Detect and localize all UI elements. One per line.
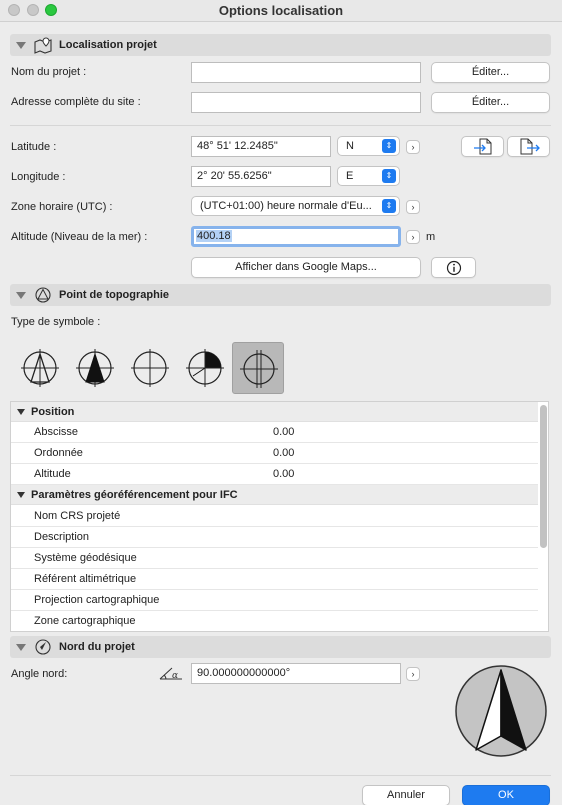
info-button[interactable]	[431, 257, 476, 278]
section-nord-du-projet[interactable]	[10, 636, 551, 658]
row-value[interactable]: 0.00	[273, 468, 295, 480]
window-title: Options localisation	[218, 3, 344, 18]
survey-symbol-quadrant-icon	[179, 342, 231, 394]
table-row[interactable]	[11, 590, 538, 611]
edit-project-name-button[interactable]: Éditer...	[431, 62, 550, 83]
compass-icon	[33, 638, 53, 656]
select-chevron-icon: ⇕	[382, 169, 396, 183]
altitude-arrow-button[interactable]: ›	[406, 230, 420, 244]
longitude-direction-value: E	[346, 170, 354, 182]
map-pin-icon	[33, 36, 53, 54]
properties-table[interactable]	[10, 401, 549, 632]
north-angle-label: Angle nord:	[11, 668, 68, 680]
table-row[interactable]	[11, 506, 538, 527]
angle-alpha-icon	[158, 666, 186, 685]
section-title: Point de topographie	[59, 289, 169, 301]
row-name: Description	[34, 531, 90, 543]
group-ifc-georeferencing[interactable]	[11, 485, 538, 505]
group-label: Position	[31, 406, 75, 418]
latitude-arrow-button[interactable]: ›	[406, 140, 420, 154]
select-chevron-icon: ⇕	[382, 139, 396, 153]
row-name: Référent altimétrique	[34, 573, 137, 585]
divider	[10, 775, 551, 776]
import-file-icon	[472, 138, 494, 155]
expand-triangle-icon[interactable]	[17, 409, 25, 415]
table-row[interactable]	[11, 611, 538, 632]
survey-symbol-triangle-outline-icon	[14, 342, 66, 394]
project-name-field[interactable]	[191, 62, 421, 83]
collapse-triangle-icon[interactable]	[16, 292, 26, 299]
row-name: Projection cartographique	[34, 594, 160, 606]
symbol-option-2[interactable]	[69, 342, 121, 394]
table-row[interactable]	[11, 548, 538, 569]
altitude-label: Altitude (Niveau de la mer) :	[11, 231, 148, 243]
timezone-select[interactable]	[191, 196, 400, 216]
table-row[interactable]	[11, 569, 538, 590]
row-name: Ordonnée	[34, 447, 83, 459]
select-chevron-icon: ⇕	[382, 199, 396, 213]
altitude-unit: m	[426, 231, 436, 243]
export-location-button[interactable]	[507, 136, 550, 157]
section-title: Nord du projet	[59, 641, 135, 653]
divider	[10, 125, 551, 126]
info-icon	[446, 260, 462, 276]
latitude-field[interactable]: 48° 51' 12.2485"	[191, 136, 331, 157]
north-arrow-icon	[454, 664, 548, 758]
table-row[interactable]	[11, 422, 538, 443]
svg-text:α: α	[172, 671, 179, 681]
symbol-option-4[interactable]	[179, 342, 231, 394]
timezone-label: Zone horaire (UTC) :	[11, 201, 113, 213]
section-localisation-projet[interactable]	[10, 34, 551, 56]
table-scrollbar[interactable]	[540, 405, 547, 548]
ok-button[interactable]: OK	[462, 785, 550, 805]
altitude-value: 400.18	[197, 230, 231, 242]
import-location-button[interactable]	[461, 136, 504, 157]
section-point-de-topographie[interactable]	[10, 284, 551, 306]
timezone-arrow-button[interactable]: ›	[406, 200, 420, 214]
survey-symbol-double-line-icon	[233, 343, 285, 395]
table-row[interactable]	[11, 527, 538, 548]
timezone-value: (UTC+01:00) heure normale d'Eu...	[200, 200, 372, 212]
symbol-option-5-selected[interactable]	[232, 342, 284, 394]
project-name-label: Nom du projet :	[11, 66, 87, 78]
site-address-label: Adresse complète du site :	[11, 96, 141, 108]
symbol-type-label: Type de symbole :	[11, 316, 101, 328]
group-position[interactable]	[11, 402, 538, 422]
latitude-label: Latitude :	[11, 141, 57, 153]
survey-point-icon	[33, 286, 53, 304]
survey-symbol-crosshair-icon	[124, 342, 176, 394]
edit-site-address-button[interactable]: Éditer...	[431, 92, 550, 113]
collapse-triangle-icon[interactable]	[16, 42, 26, 49]
row-name: Zone cartographique	[34, 615, 136, 627]
table-row[interactable]	[11, 443, 538, 464]
longitude-field[interactable]: 2° 20' 55.6256"	[191, 166, 331, 187]
google-maps-button[interactable]: Afficher dans Google Maps...	[191, 257, 421, 278]
symbol-option-3[interactable]	[124, 342, 176, 394]
row-name: Abscisse	[34, 426, 79, 438]
cancel-button[interactable]: Annuler	[362, 785, 450, 805]
survey-symbol-triangle-filled-icon	[69, 342, 121, 394]
row-value[interactable]: 0.00	[273, 447, 295, 459]
row-value[interactable]: 0.00	[273, 426, 295, 438]
row-name: Nom CRS projeté	[34, 510, 121, 522]
north-angle-field[interactable]: 90.000000000000°	[191, 663, 401, 684]
group-label: Paramètres géoréférencement pour IFC	[31, 489, 238, 501]
altitude-field[interactable]	[191, 226, 401, 247]
expand-triangle-icon[interactable]	[17, 492, 25, 498]
section-title: Localisation projet	[59, 39, 157, 51]
latitude-direction-value: N	[346, 140, 354, 152]
row-name: Altitude	[34, 468, 71, 480]
row-name: Système géodésique	[34, 552, 137, 564]
north-arrow-preview[interactable]	[454, 664, 548, 761]
export-file-icon	[518, 138, 540, 155]
site-address-field[interactable]	[191, 92, 421, 113]
symbol-option-1[interactable]	[14, 342, 66, 394]
north-angle-arrow-button[interactable]: ›	[406, 667, 420, 681]
longitude-label: Longitude :	[11, 171, 66, 183]
table-row[interactable]	[11, 464, 538, 485]
collapse-triangle-icon[interactable]	[16, 644, 26, 651]
